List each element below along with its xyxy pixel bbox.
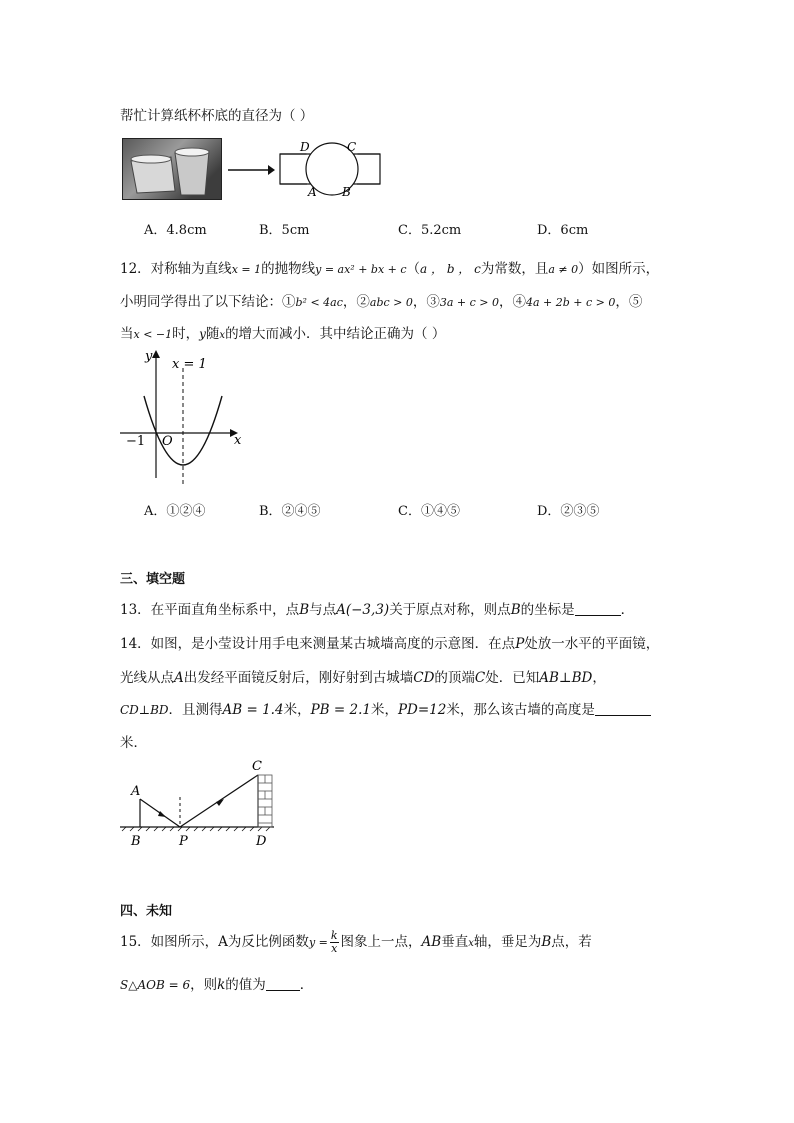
q12-var-x: x [219, 330, 226, 341]
label-D: D [300, 140, 310, 154]
q15-x-axis: x [468, 938, 474, 949]
q12-text: 随 [205, 326, 220, 342]
q15-text: ． [299, 977, 314, 993]
q14-text: 处．已知 [485, 670, 540, 686]
q15-text: 轴，垂足为 [473, 934, 542, 950]
q12-line-1 [120, 257, 659, 277]
q15-text: 15．如图所示，A为反比例函数 [120, 934, 309, 950]
graph-axis-equation: x = 1 [172, 357, 207, 372]
q12-text: 为常数，且 [480, 261, 549, 277]
q14-perp-cd: CD⊥BD [120, 703, 169, 717]
q12-parabola-graph [118, 348, 258, 488]
q14-point-a: A [174, 670, 184, 686]
q13-answer-blank[interactable] [575, 603, 621, 616]
q13-point-a: A(−3,3) [336, 602, 390, 618]
graph-y-label: y [145, 349, 153, 364]
q12-text: ，④ [499, 294, 526, 310]
q11-circle-diagram [276, 138, 386, 200]
q15-text: 图象上一点， [340, 934, 422, 950]
q11-option-c[interactable]: C．5.2cm [398, 223, 462, 238]
q14-text: 米， [370, 702, 398, 718]
q15-text: ，则 [190, 977, 218, 993]
q14-text: 14．如图，是小莹设计用手电来测量某古城墙高度的示意图．在点 [120, 636, 516, 652]
q11-question-text: 帮忙计算纸杯杯底的直径为（ ） [120, 108, 314, 124]
q14-line-3 [120, 698, 651, 718]
q12-text: 小明同学得出了以下结论：① [120, 294, 296, 310]
q11-option-d[interactable]: D．6cm [537, 223, 589, 238]
q13-text: 关于原点对称，则点 [389, 602, 511, 618]
q11-option-b[interactable]: B．5cm [259, 223, 310, 238]
q15-text: 点，若 [551, 934, 592, 950]
q12-option-b[interactable]: B．②④⑤ [259, 504, 321, 519]
q15-text: 垂直 [441, 934, 469, 950]
q15-line-1 [120, 930, 592, 955]
q12-condition-5: x < −1 [133, 328, 173, 341]
q14-wall-diagram [118, 755, 283, 850]
q12-conclusion-4: 4a + 2b + c > 0 [526, 296, 616, 309]
q13-text: ． [620, 602, 635, 618]
q15-fraction-denominator: x [331, 942, 338, 955]
q12-line-2 [120, 290, 642, 310]
q12-text: ，② [342, 294, 370, 310]
q15-fraction [330, 930, 339, 955]
section-4-heading: 四、未知 [120, 904, 173, 919]
q13-text: 13．在平面直角坐标系中，点 [120, 602, 300, 618]
graph-origin: O [162, 434, 173, 449]
section-3-heading: 三、填空题 [120, 572, 186, 587]
diagram-label-A: A [131, 784, 141, 799]
q15-area-condition: S△AOB = 6 [120, 978, 191, 992]
q12-parabola-equation: y = ax² + bx + c [315, 263, 407, 276]
q15-line-2 [120, 973, 313, 993]
q12-text: 时， [172, 326, 200, 342]
q13-question [120, 598, 634, 618]
q12-conclusion-2: abc > 0 [369, 296, 413, 309]
q12-text: ，⑤ [615, 294, 643, 310]
q14-text: 米，那么该古墙的高度是 [446, 702, 595, 718]
q14-text: 处放一水平的平面镜， [524, 636, 660, 652]
q15-fraction-numerator: k [330, 929, 338, 942]
q12-axis-equation: x = 1 [231, 263, 262, 276]
q12-text: 当 [120, 326, 134, 342]
q11-option-a[interactable]: A．4.8cm [144, 223, 207, 238]
q14-perp-ab: AB⊥BD [539, 670, 593, 686]
q14-point-p: P [515, 636, 525, 652]
q12-option-a[interactable]: A．①②④ [144, 504, 206, 519]
q15-point-b: B [541, 934, 552, 950]
q14-point-c: C [474, 670, 486, 686]
q12-conclusion-1: b² < 4ac [295, 296, 343, 309]
graph-neg-one: −1 [126, 434, 146, 449]
q14-measure-pd: PD=12 [397, 702, 447, 718]
q14-wall-cd: CD [413, 670, 435, 686]
q12-condition: a ≠ 0 [548, 263, 579, 276]
q15-segment-ab: AB [421, 934, 442, 950]
q12-constants: a ， b ， c [420, 262, 481, 276]
paper-cups-photo [122, 138, 222, 200]
q14-text: ．且测得 [168, 702, 223, 718]
q13-text: 的坐标是 [520, 602, 575, 618]
q14-text: ， [592, 670, 606, 686]
q12-conclusion-3: 3a + c > 0 [439, 296, 499, 309]
q12-text: 12．对称轴为直线 [120, 261, 232, 277]
diagram-label-B: B [131, 834, 141, 849]
q12-var-y: y [199, 327, 206, 341]
q14-line-2 [120, 666, 606, 686]
q14-measure-ab: AB = 1.4 [222, 702, 284, 718]
q15-function-y: y = [308, 936, 328, 949]
q12-option-d[interactable]: D．②③⑤ [537, 504, 600, 519]
q14-text: 米， [283, 702, 311, 718]
diagram-label-C: C [252, 759, 262, 774]
q12-text: 的增大而减小．其中结论正确为（ ） [225, 326, 446, 342]
q14-line-4: 米． [120, 735, 147, 751]
q13-text: 与点 [309, 602, 337, 618]
label-A: A [308, 185, 317, 199]
q12-text: ，③ [412, 294, 440, 310]
q12-option-c[interactable]: C．①④⑤ [398, 504, 460, 519]
q12-line-3 [120, 322, 445, 342]
q14-text: 光线从点 [120, 670, 174, 686]
label-C: C [347, 140, 357, 154]
q14-text: 出发经平面镜反射后，刚好射到古城墙 [183, 670, 414, 686]
q11-arrow [226, 163, 276, 177]
q13-point-b: B [299, 602, 310, 618]
diagram-label-D: D [256, 834, 267, 849]
q15-text: 的值为 [225, 977, 266, 993]
label-B: B [342, 185, 351, 199]
q13-point-b: B [510, 602, 521, 618]
q15-var-k: k [217, 977, 226, 993]
q12-text: 的抛物线 [261, 261, 316, 277]
q14-answer-blank[interactable] [595, 703, 651, 716]
diagram-label-P: P [179, 834, 188, 849]
graph-x-label: x [234, 433, 242, 448]
cups-drawing [123, 139, 221, 199]
q15-answer-blank[interactable] [266, 978, 300, 991]
q12-text: （ [406, 261, 421, 277]
q14-text: 的顶端 [434, 670, 475, 686]
q14-measure-pb: PB = 2.1 [310, 702, 371, 718]
q14-line-1 [120, 632, 659, 652]
q12-text: ）如图所示， [578, 261, 660, 277]
